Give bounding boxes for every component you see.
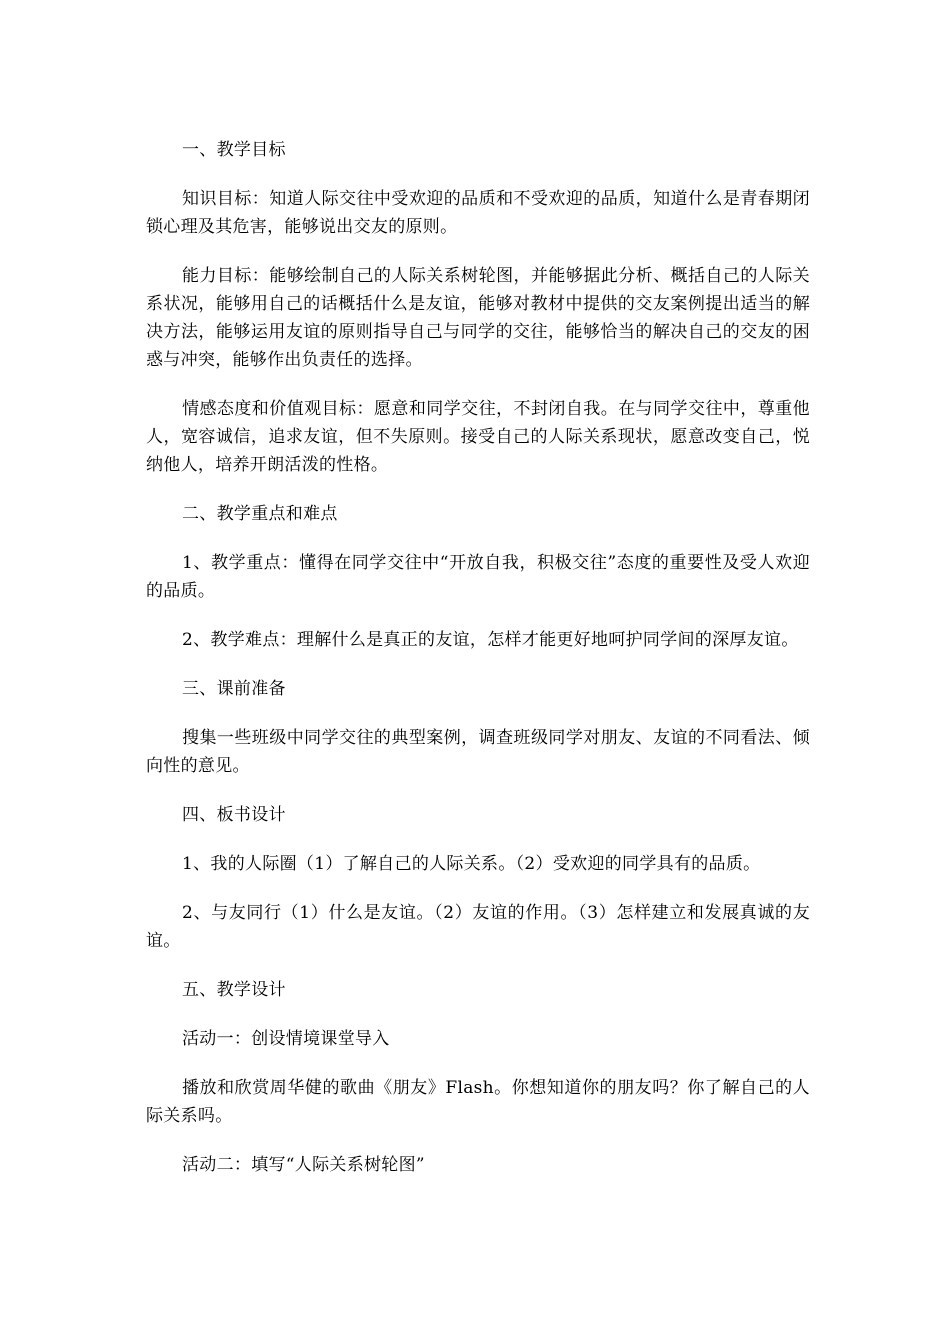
ability-goal-paragraph: 能力目标：能够绘制自己的人际关系树轮图，并能够据此分析、概括自己的人际关系状况，能够用自己的话概括什么是友谊，能够对教材中提供的交友案例提出适当的解决方法，能够运用友谊的原则指导自己与同学的交往，能够恰当的解决自己的交友的困惑与冲突，能够作出负责任的选择。 (146, 266, 810, 370)
key-point-paragraph: 1、教学重点：懂得在同学交往中“开放自我，积极交往”态度的重要性及受人欢迎的品质。 (146, 553, 810, 601)
section-heading-key-points: 二、教学重点和难点 (182, 504, 338, 524)
document-body (146, 136, 810, 1200)
board-design-item-1: 1、我的人际圈（1）了解自己的人际关系。（2）受欢迎的同学具有的品质。 (182, 854, 761, 874)
activity-one-heading: 活动一：创设情境课堂导入 (182, 1029, 390, 1049)
difficult-point-paragraph: 2、教学难点：理解什么是真正的友谊，怎样才能更好地呵护同学间的深厚友谊。 (182, 630, 799, 650)
section-heading-teaching-goals: 一、教学目标 (182, 140, 286, 160)
section-heading-teaching-design: 五、教学设计 (182, 980, 286, 1000)
section-heading-board-design: 四、板书设计 (182, 805, 286, 825)
activity-two-heading: 活动二：填写“人际关系树轮图” (182, 1155, 425, 1175)
preparation-paragraph: 搜集一些班级中同学交往的典型案例，调查班级同学对朋友、友谊的不同看法、倾向性的意见。 (146, 728, 810, 776)
board-design-item-2: 2、与友同行（1）什么是友谊。（2）友谊的作用。（3）怎样建立和发展真诚的友谊。 (146, 903, 810, 951)
activity-one-paragraph: 播放和欣赏周华健的歌曲《朋友》Flash。你想知道你的朋友吗？你了解自己的人际关系吗。 (146, 1078, 810, 1126)
section-heading-preparation: 三、课前准备 (182, 679, 286, 699)
knowledge-goal-paragraph: 知识目标：知道人际交往中受欢迎的品质和不受欢迎的品质，知道什么是青春期闭锁心理及其危害，能够说出交友的原则。 (146, 189, 810, 237)
attitude-goal-paragraph: 情感态度和价值观目标：愿意和同学交往，不封闭自我。在与同学交往中，尊重他人，宽容诚信，追求友谊，但不失原则。接受自己的人际关系现状，愿意改变自己，悦纳他人，培养开朗活泼的性格。 (146, 399, 810, 475)
